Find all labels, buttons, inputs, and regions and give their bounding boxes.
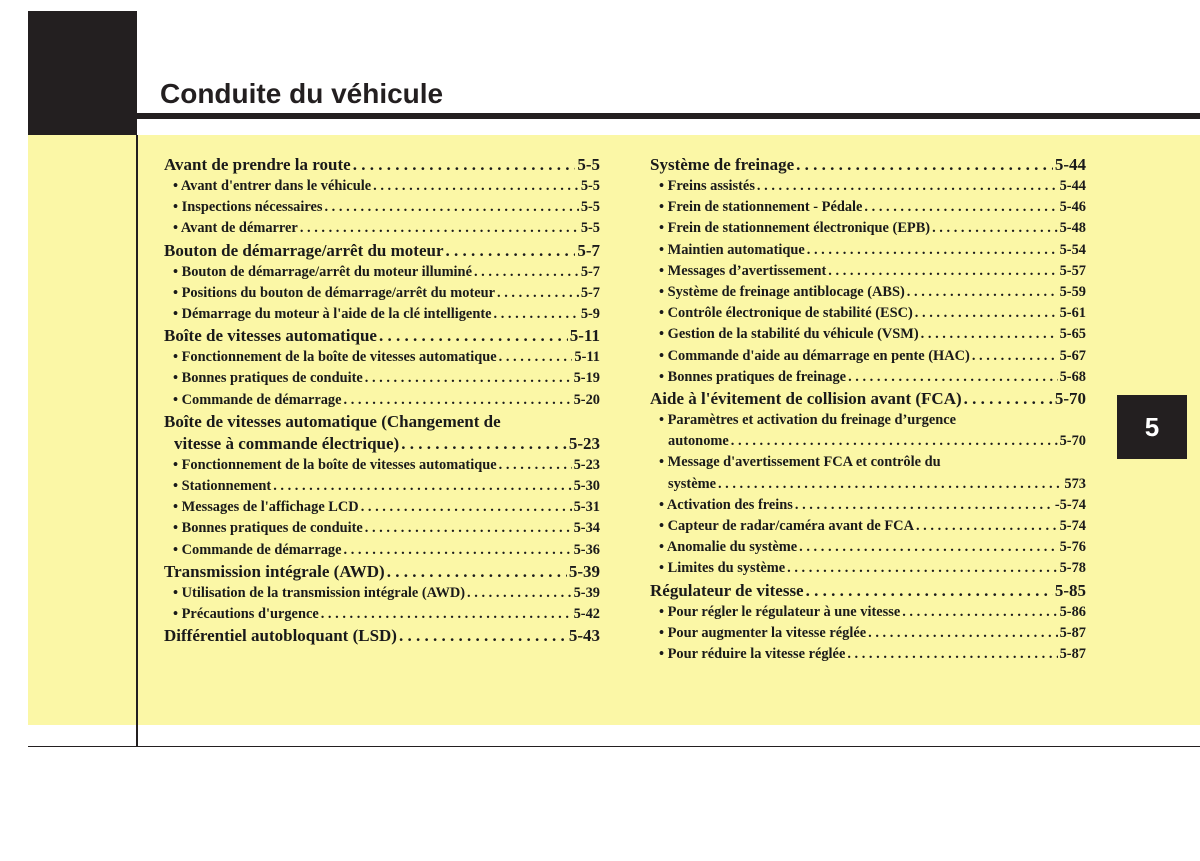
toc-entry-label: • Commande de démarrage [173,391,342,408]
toc-entry[interactable] [650,303,1086,324]
toc-page-number: 5-76 [1059,539,1086,556]
toc-page-number: 5-87 [1059,646,1086,663]
toc-page-number: 5-44 [1054,155,1086,174]
toc-entry-line [659,516,1086,537]
toc-page-number: 5-23 [573,456,600,473]
toc-page-number: 5-61 [1059,305,1086,322]
toc-dot-leader [319,604,572,625]
toc-entry-label: • Pour augmenter la vitesse réglée [659,624,867,641]
toc-entry-label: • Activation des freins [659,496,793,513]
toc-page-number: 5-85 [1054,580,1086,600]
toc-page-number: 573 [1064,475,1086,492]
toc-dot-leader [793,495,1053,516]
toc-entry-label: • Démarrage du moteur à l'aide de la clé intelligente [173,306,492,323]
toc-entry[interactable] [650,324,1086,345]
toc-column-left [164,154,600,647]
title-rule [137,113,1200,119]
toc-dot-leader [377,325,568,347]
toc-entry[interactable] [650,154,1086,176]
toc-entry[interactable] [650,240,1086,261]
toc-entry[interactable] [650,602,1086,623]
toc-entry-label: Système de freinage [650,155,795,174]
toc-entry[interactable] [650,452,1086,494]
toc-page-number: 5-68 [1059,368,1086,385]
toc-entry-line [173,583,600,604]
toc-entry-line [173,368,600,389]
toc-entry[interactable] [164,176,600,197]
toc-entry[interactable] [650,218,1086,239]
toc-entry-line [659,367,1086,388]
toc-dot-leader [900,602,1057,623]
toc-entry-line [659,218,1086,239]
toc-entry-label: Avant de prendre la route [164,155,351,174]
toc-page-number: 5-7 [580,284,600,301]
toc-entry[interactable] [164,304,600,325]
toc-entry-label: Bouton de démarrage/arrêt du moteur [164,240,444,260]
toc-entry-line [173,176,600,197]
toc-dot-leader [399,433,567,455]
toc-entry-line [659,558,1086,579]
toc-page-number: 5-11 [574,349,600,366]
toc-dot-leader [397,625,567,647]
toc-entry[interactable] [164,455,600,476]
toc-entry-line [173,455,600,476]
toc-entry-line [164,625,600,647]
toc-entry[interactable] [650,558,1086,579]
margin-rule [136,135,138,747]
toc-entry-label: vitesse à commande électrique) [174,433,400,453]
toc-entry-line [659,452,1086,473]
toc-entry-line [164,561,600,583]
toc-entry-line [173,262,600,283]
toc-entry[interactable] [164,197,600,218]
toc-entry-label: Régulateur de vitesse [650,580,804,600]
toc-dot-leader [363,518,572,539]
toc-entry-label: • Stationnement [173,478,272,495]
toc-dot-leader [862,197,1057,218]
toc-entry[interactable] [650,580,1086,602]
toc-dot-leader [913,303,1058,324]
toc-entry-label: • Avant d'entrer dans le véhicule [173,178,372,194]
toc-entry-line [659,240,1086,261]
toc-dot-leader [371,176,579,197]
toc-entry-line [659,431,1086,452]
toc-entry-line [164,411,600,433]
toc-page-number: 5-5 [580,199,600,216]
toc-entry[interactable] [650,495,1086,516]
toc-page-number: 5-70 [1054,389,1086,409]
toc-entry-label: • Paramètres et activation du freinage d’urgence [659,412,957,429]
toc-page-number: 5-65 [1059,326,1086,343]
toc-entry-line [173,497,600,518]
toc-entry-line [659,537,1086,558]
toc-entry[interactable] [164,368,600,389]
toc-dot-leader [866,623,1057,644]
toc-entry-line [650,388,1086,410]
toc-dot-leader [905,282,1058,303]
toc-entry[interactable] [650,261,1086,282]
toc-page-number: 5-11 [569,326,600,346]
toc-page-number: 5-78 [1059,560,1086,577]
toc-page-number: 5-31 [573,499,600,516]
toc-page-number: 5-7 [580,263,600,280]
toc-entry-label: • Fonctionnement de la boîte de vitesses automatique [173,349,497,366]
toc-page-number: 5-54 [1059,241,1086,258]
toc-entry[interactable] [164,604,600,625]
toc-entry-label: • Commande de démarrage [173,541,342,558]
toc-dot-leader [785,558,1057,579]
toc-entry-line [173,390,600,411]
toc-page-number: 5-23 [568,433,600,453]
toc-entry[interactable] [650,537,1086,558]
toc-entry-line [659,410,1086,431]
toc-dot-leader [271,476,571,497]
toc-page-number: 5-5 [580,178,600,194]
toc-entry-label: • Capteur de radar/caméra avant de FCA [659,518,914,535]
toc-dot-leader [342,390,572,411]
toc-entry-line [659,176,1086,197]
toc-entry[interactable] [164,240,600,262]
toc-entry-line [164,240,600,262]
toc-entry-line [164,433,600,455]
toc-page-number: 5-70 [1059,433,1086,450]
toc-entry-label: • Fonctionnement de la boîte de vitesses automatique [173,456,497,473]
toc-entry-line [659,644,1086,665]
toc-entry-label: • Message d'avertissement FCA et contrôle du [659,454,941,471]
toc-dot-leader [298,218,579,239]
toc-entry[interactable] [650,410,1086,452]
toc-entry-line [650,154,1086,176]
toc-dot-leader [826,261,1057,282]
toc-entry-label: Aide à l'évitement de collision avant (FCA) [650,389,962,409]
toc-entry-line [173,283,600,304]
toc-page-number: 5-46 [1059,199,1086,216]
toc-page-number: 5-20 [573,391,600,408]
toc-entry-label: • Messages d’avertissement [659,262,827,279]
toc-entry[interactable] [164,583,600,604]
toc-entry-label: • Inspections nécessaires [173,199,323,216]
toc-entry-label: • Frein de stationnement - Pédale [659,199,863,216]
toc-entry-label: autonome [668,433,729,450]
toc-page-number: 5-67 [1059,347,1086,364]
toc-entry-line [173,197,600,218]
toc-page-number: 5-19 [573,370,600,387]
toc-entry[interactable] [164,154,600,176]
toc-entry-line [173,304,600,325]
toc-entry-label: • Commande d'aide au démarrage en pente (HAC) [659,347,970,364]
toc-entry-label: • Pour régler le régulateur à une vitesse [659,603,901,620]
toc-entry-line [659,346,1086,367]
toc-dot-leader [797,537,1057,558]
toc-dot-leader [755,176,1058,197]
toc-entry-label: • Freins assistés [659,178,755,194]
chapter-tab[interactable]: 5 [1117,395,1187,459]
toc-entry-line [659,303,1086,324]
toc-column-right [650,154,1086,665]
toc-entry[interactable] [164,390,600,411]
toc-page-number: 5-30 [573,478,600,495]
toc-entry[interactable] [650,197,1086,218]
toc-entry-label: Différentiel autobloquant (LSD) [164,626,397,646]
toc-entry-label: • Précautions d'urgence [173,606,319,623]
toc-entry-label: • Système de freinage antiblocage (ABS) [659,284,905,301]
toc-entry-line [659,324,1086,345]
toc-page-number: -5-74 [1054,496,1086,513]
toc-entry[interactable] [164,411,600,455]
toc-page-number: 5-39 [573,584,600,601]
toc-list-left [164,154,600,647]
toc-entry[interactable] [650,388,1086,410]
toc-dot-leader [492,304,579,325]
toc-entry-label: • Messages de l'affichage LCD [173,499,359,516]
toc-entry-label: • Bonnes pratiques de conduite [173,370,363,387]
toc-dot-leader [465,583,572,604]
toc-entry-label: • Anomalie du système [659,539,798,556]
toc-dot-leader [472,262,579,283]
toc-dot-leader [729,431,1058,452]
toc-page-number: 5-43 [568,626,600,646]
toc-page-number: 5-48 [1059,220,1086,237]
toc-entry-line [164,325,600,347]
toc-entry-line [650,580,1086,602]
toc-dot-leader [804,580,1053,602]
toc-entry[interactable] [650,346,1086,367]
toc-entry[interactable] [164,476,600,497]
toc-entry[interactable] [164,625,600,647]
toc-page-number: 5-42 [573,606,600,623]
toc-page-number: 5-34 [573,520,600,537]
toc-entry-line [659,282,1086,303]
toc-page-number: 5-5 [577,155,600,174]
header-black-block [28,11,137,135]
toc-entry-label: • Utilisation de la transmission intégrale (AWD) [173,584,466,601]
toc-entry[interactable] [164,325,600,347]
toc-page-number: 5-39 [568,561,600,581]
toc-page-number: 5-87 [1059,624,1086,641]
toc-dot-leader [930,218,1058,239]
toc-page-number: 5-7 [577,240,600,260]
toc-entry-line [173,540,600,561]
toc-entry[interactable] [650,367,1086,388]
toc-dot-leader [363,368,572,389]
toc-entry[interactable] [650,282,1086,303]
toc-page-number: 5-59 [1059,284,1086,301]
toc-entry[interactable] [650,644,1086,665]
toc-entry-line [173,604,600,625]
toc-entry-line [659,495,1086,516]
toc-dot-leader [845,644,1057,665]
toc-entry[interactable] [164,518,600,539]
toc-entry[interactable] [650,623,1086,644]
toc-entry-line [659,602,1086,623]
toc-entry[interactable] [164,561,600,583]
toc-entry-label: • Contrôle électronique de stabilité (ESC) [659,305,913,322]
toc-entry-label: Transmission intégrale (AWD) [164,561,385,581]
toc-entry-label: • Frein de stationnement électronique (EPB) [659,220,931,237]
toc-dot-leader [846,367,1058,388]
bottom-rule [28,746,1200,747]
toc-entry-label: • Pour réduire la vitesse réglée [659,646,846,663]
toc-dot-leader [794,154,1053,176]
toc-entry-line [659,197,1086,218]
toc-entry-label: • Positions du bouton de démarrage/arrêt du moteur [173,284,496,301]
toc-list-right [650,154,1086,665]
toc-dot-leader [716,474,1062,495]
toc-page-number: 5-36 [573,541,600,558]
toc-entry[interactable] [164,540,600,561]
page-title: Conduite du véhicule [160,78,444,109]
toc-dot-leader [914,516,1058,537]
toc-dot-leader [322,197,578,218]
toc-entry-label: • Limites du système [659,560,786,577]
toc-entry[interactable] [164,283,600,304]
toc-entry-label: • Maintien automatique [659,241,805,258]
toc-dot-leader [359,497,572,518]
toc-entry-label: • Bonnes pratiques de conduite [173,520,363,537]
toc-entry-label: Boîte de vitesses automatique (Changement de [164,411,501,431]
toc-dot-leader [962,388,1053,410]
toc-entry-line [173,347,600,368]
toc-dot-leader [805,240,1058,261]
toc-entry[interactable] [164,262,600,283]
toc-dot-leader [497,455,572,476]
toc-entry[interactable] [650,176,1086,197]
toc-page-number: 5-44 [1059,178,1086,194]
toc-dot-leader [342,540,572,561]
toc-entry[interactable] [650,516,1086,537]
toc-entry-line [164,154,600,176]
toc-page-number: 5-74 [1059,518,1086,535]
toc-entry-line [173,518,600,539]
toc-entry-line [659,261,1086,282]
toc-entry[interactable] [164,347,600,368]
toc-entry-label: système [668,475,716,492]
toc-entry-label: • Gestion de la stabilité du véhicule (VSM) [659,326,919,343]
toc-entry-label: • Bonnes pratiques de freinage [659,368,847,385]
toc-page-number: 5-9 [580,306,600,323]
toc-entry-label: • Bouton de démarrage/arrêt du moteur illuminé [173,263,472,280]
toc-entry-line [659,474,1086,495]
toc-dot-leader [919,324,1058,345]
toc-entry[interactable] [164,218,600,239]
toc-entry-label: Boîte de vitesses automatique [164,326,377,346]
toc-dot-leader [497,347,573,368]
toc-page-number: 5-57 [1059,262,1086,279]
toc-page-number: 5-5 [580,220,600,237]
toc-dot-leader [385,561,567,583]
toc-page-number: 5-86 [1059,603,1086,620]
toc-dot-leader [444,240,576,262]
toc-dot-leader [495,283,579,304]
toc-entry-label: • Avant de démarrer [173,220,298,237]
toc-entry-line [659,623,1086,644]
toc-entry-line [173,476,600,497]
toc-dot-leader [970,346,1058,367]
toc-dot-leader [351,154,576,176]
toc-entry-line [173,218,600,239]
toc-entry[interactable] [164,497,600,518]
